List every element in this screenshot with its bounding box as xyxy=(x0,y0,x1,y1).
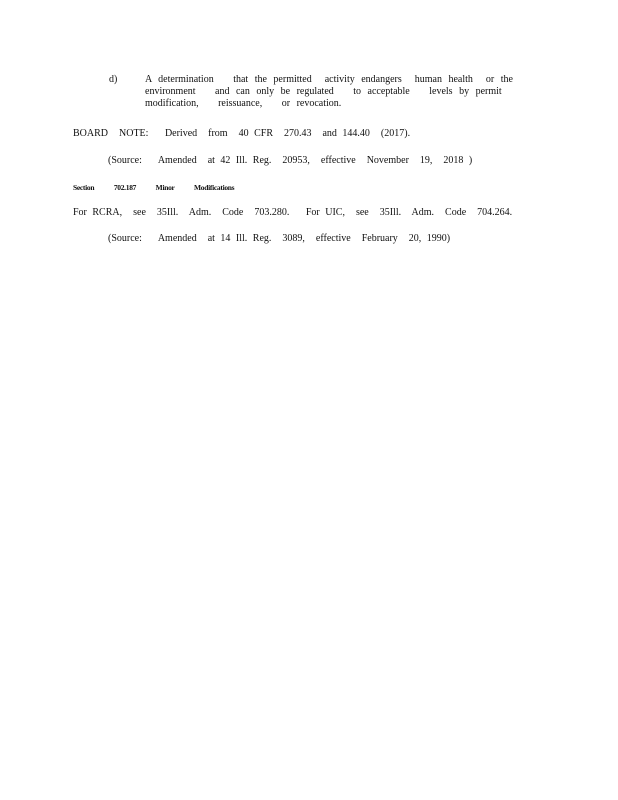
section-title-word: Minor xyxy=(155,183,175,192)
list-item-line: environment and can only be regulated to acceptable levels by permit xyxy=(145,86,502,97)
list-item-line: modification, reissuance, or revocation. xyxy=(145,98,342,109)
board-note: BOARD NOTE: Derived from 40 CFR 270.43 and 144.40 (2017). xyxy=(73,128,411,139)
section-title-word: Modifications xyxy=(194,183,235,192)
source-note-1: (Source: Amended at 42 Ill. Reg. 20953, effective November 19, 2018 ) xyxy=(108,155,473,166)
section-heading xyxy=(73,182,234,194)
section-number: 702.187 xyxy=(113,183,137,192)
list-item-text xyxy=(145,74,513,110)
list-item-marker: d) xyxy=(109,74,118,85)
list-item-line: A determination that the permitted activity endangers human health or the xyxy=(145,74,513,85)
source-note-2: (Source: Amended at 14 Ill. Reg. 3089, effective February 20, 1990) xyxy=(108,233,451,244)
cross-reference: For RCRA, see 35Ill. Adm. Code 703.280. For UIC, see 35Ill. Adm. Code 704.264. xyxy=(73,207,513,218)
section-label: Section xyxy=(73,183,95,192)
